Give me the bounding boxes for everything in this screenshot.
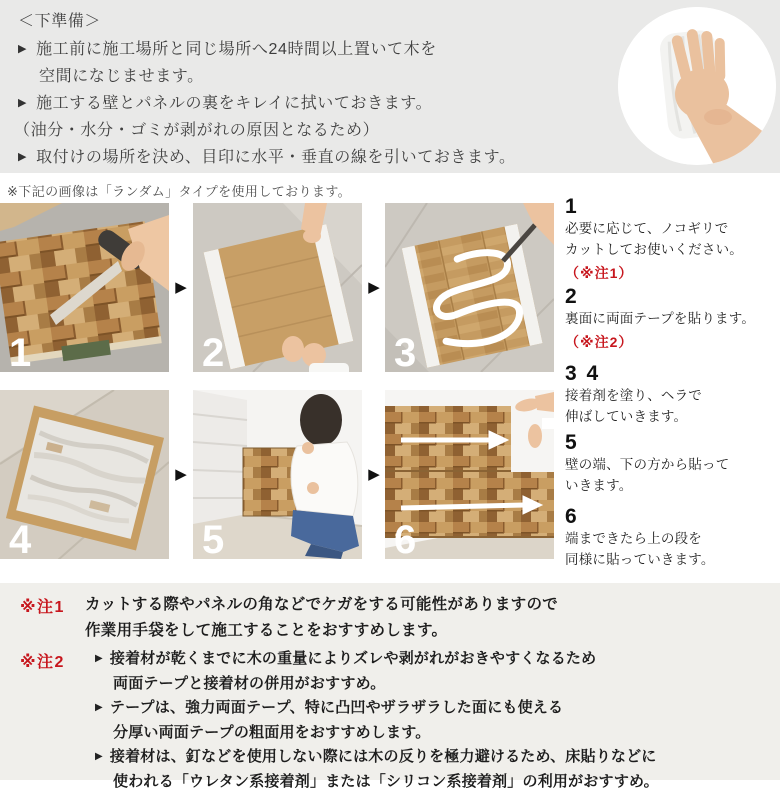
- step-desc-2: [565, 286, 778, 352]
- step-text: 接着剤を塗り、ヘラで: [565, 385, 778, 406]
- step-text: 同様に貼っていきます。: [565, 549, 778, 570]
- step-photo-3-adhesive-apply: [385, 203, 554, 372]
- step-text: 壁の端、下の方から貼って: [565, 454, 778, 475]
- triangle-bullet-icon: ▶: [18, 97, 27, 109]
- step-note-ref: （※注1）: [565, 263, 778, 283]
- photo-number: 1: [9, 332, 31, 372]
- sleeve: [542, 418, 554, 429]
- footnote-2-label: ※注2: [20, 649, 65, 672]
- footnote-2-text: 分厚い両面テープの粗面用をおすすめします。: [95, 721, 659, 746]
- step-photo-6-next-rows: [385, 390, 554, 559]
- prep-title: ＜下準備＞: [18, 8, 780, 35]
- step-photo-1-cutting: [0, 203, 169, 372]
- prep-item-2-cont: （油分・水分・ゴミが剥がれの原因となるため）: [14, 117, 780, 144]
- footnote-2-bullet-1: [95, 647, 659, 672]
- step-text: 伸ばしていきます。: [565, 406, 778, 427]
- footnote-1-line: 作業用手袋をして施工することをおすすめします。: [85, 618, 558, 644]
- step-number: 5: [565, 432, 778, 454]
- step-number: 6: [565, 506, 778, 528]
- step-text: いきます。: [565, 475, 778, 496]
- footnotes-section: [0, 583, 780, 780]
- step-photo-5-first-panel-on-wall: [193, 390, 362, 559]
- footnote-1-line: カットする際やパネルの角などでケガをする可能性がありますので: [85, 592, 558, 618]
- hand-icon: [307, 482, 319, 494]
- step-text: 裏面に両面テープを貼ります。: [565, 308, 778, 329]
- step-desc-3-4: [565, 363, 778, 427]
- prep-item-2-text: 施工する壁とパネルの裏をキレイに拭いておきます。: [36, 95, 432, 112]
- step-text: カットしてお使いください。: [565, 239, 778, 260]
- triangle-bullet-icon: ▶: [95, 653, 103, 664]
- footnote-2-bullet-3: [95, 745, 659, 770]
- step-text: 端まできたら上の段を: [565, 528, 778, 549]
- hair: [300, 394, 342, 446]
- shirt: [291, 442, 358, 516]
- step-number: 2: [565, 286, 778, 308]
- step-desc-1: [565, 196, 778, 283]
- photo-number: 4: [9, 519, 31, 559]
- prep-section: [0, 0, 780, 173]
- triangle-bullet-icon: ▶: [95, 751, 103, 762]
- footnote-2-text: 接着材は、釘などを使用しない際には木の反りを極力避けるため、床貼りなどに: [110, 748, 657, 765]
- photo-number: 3: [394, 332, 416, 372]
- triangle-bullet-icon: ▶: [95, 702, 103, 713]
- hand-icon: [302, 442, 314, 454]
- photo-number: 6: [394, 519, 416, 559]
- footnote-1-body: [85, 592, 558, 644]
- triangle-bullet-icon: ▶: [18, 151, 27, 163]
- footnote-2-text: 接着材が乾くまでに木の重量によりズレや剥がれがおきやすくなるため: [110, 650, 596, 667]
- step-text: 必要に応じて、ノコギリで: [565, 218, 778, 239]
- flow-arrow-icon: ▶: [169, 465, 193, 483]
- footnote-2-text: テープは、強力両面テープ、特に凸凹やザラザラした面にも使える: [110, 699, 563, 716]
- hand-wiping-cloth-illustration: [618, 7, 776, 165]
- hand-wiping-wall-photo: [618, 7, 776, 165]
- footnote-2-body: [95, 647, 659, 794]
- random-type-note: ※下記の画像は「ランダム」タイプを使用しております。: [7, 181, 351, 200]
- triangle-bullet-icon: ▶: [18, 43, 27, 55]
- wrist-shadow: [704, 109, 732, 125]
- sleeve: [309, 363, 349, 372]
- flow-arrow-icon: ▶: [362, 465, 386, 483]
- prep-item-3-text: 取付けの場所を決め、目印に水平・垂直の線を引いておきます。: [36, 149, 515, 166]
- flow-arrow-icon: ▶: [362, 278, 386, 296]
- step-desc-6: [565, 506, 778, 570]
- photo-number: 2: [202, 332, 224, 372]
- step-desc-5: [565, 432, 778, 496]
- prep-item-1-cont: 空間になじませます。: [18, 63, 780, 90]
- photo-number: 5: [202, 519, 224, 559]
- step-note-ref: （※注2）: [565, 332, 778, 352]
- footnote-2-text: 使われる「ウレタン系接着剤」または「シリコン系接着剤」の利用がおすすめ。: [95, 770, 659, 794]
- flow-arrow-icon: ▶: [169, 278, 193, 296]
- footnote-1-label: ※注1: [20, 594, 65, 617]
- step-photo-4-adhesive-spread: [0, 390, 169, 559]
- step-number: 3 4: [565, 363, 778, 385]
- footnote-2-bullet-2: [95, 696, 659, 721]
- step-photo-2-taping: [193, 203, 362, 372]
- step-number: 1: [565, 196, 778, 218]
- prep-item-1-text: 施工前に施工場所と同じ場所へ24時間以上置いて木を: [36, 41, 437, 58]
- footnote-2-text: 両面テープと接着材の併用がおすすめ。: [95, 672, 659, 697]
